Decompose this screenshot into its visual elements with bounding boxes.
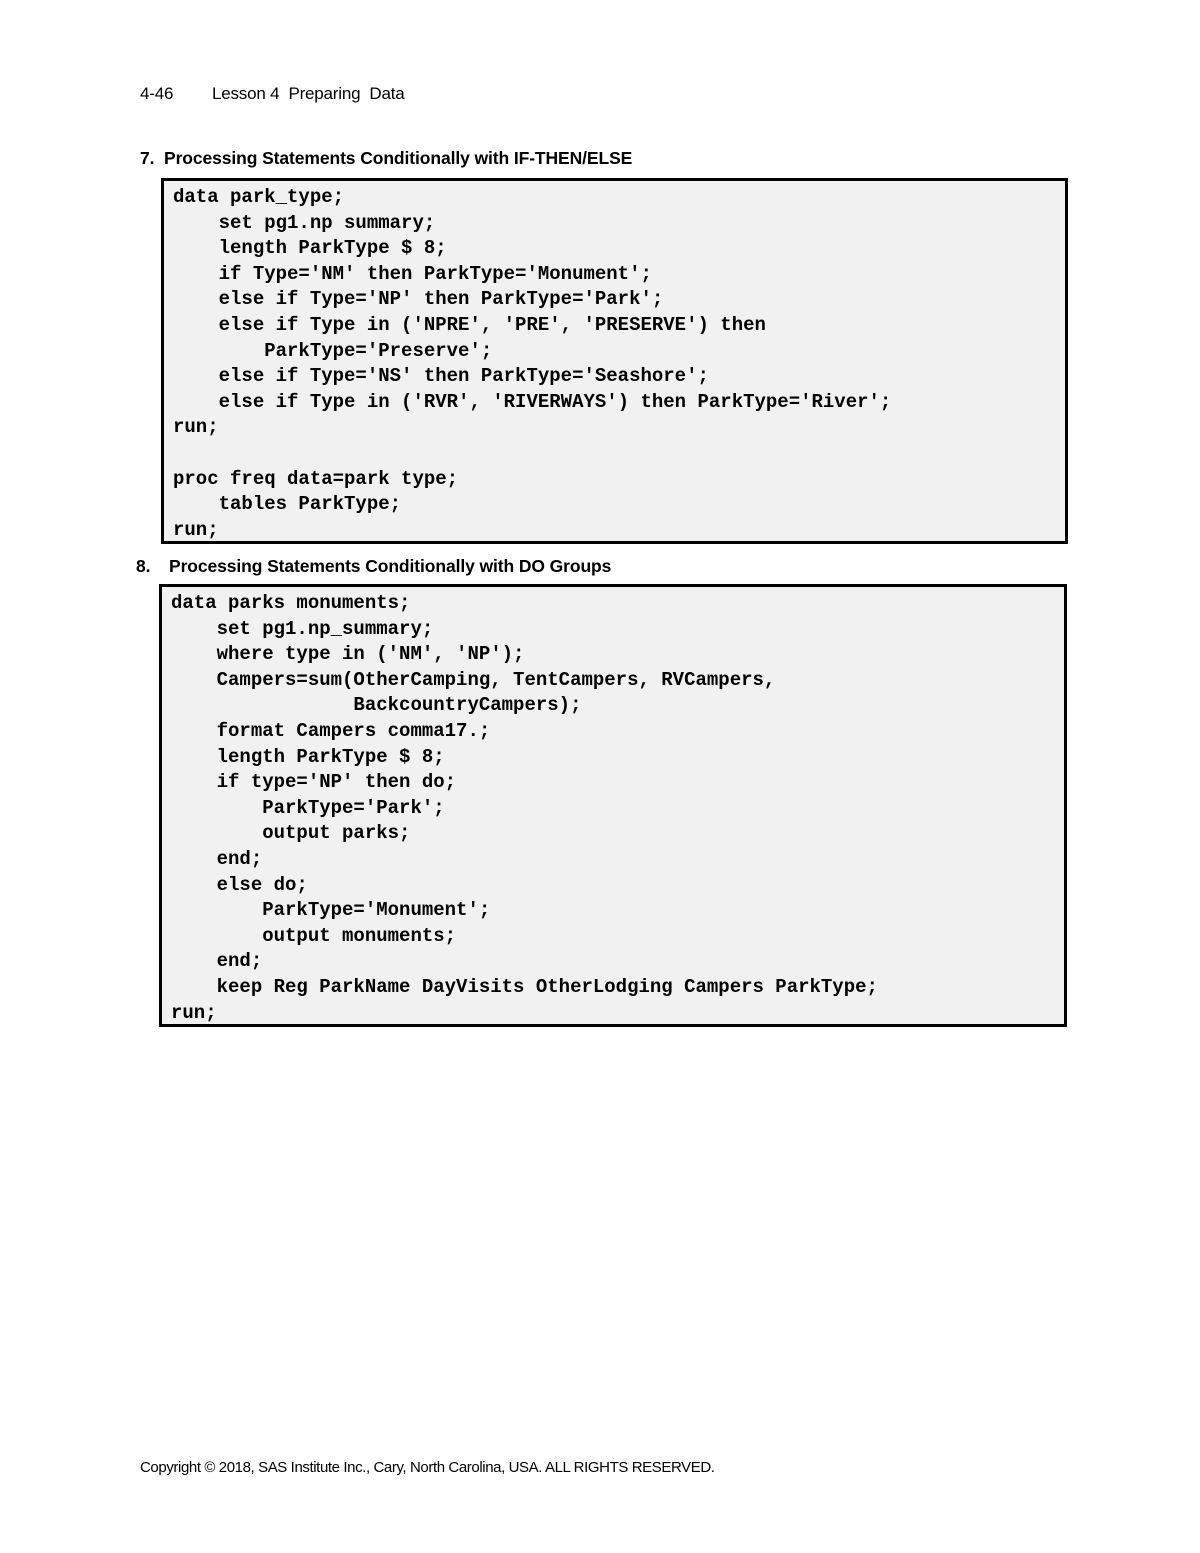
code-line: ParkType='Monument'; <box>171 899 491 922</box>
code-line: run; <box>171 1001 217 1024</box>
section-heading: Processing Statements Conditionally with IF-THEN/ELSE <box>164 148 633 168</box>
code-line: if type='NP' then do; <box>171 771 457 794</box>
code-line: run; <box>173 416 219 439</box>
code-block-do-groups <box>159 584 1067 1027</box>
lesson-title: Lesson 4 Preparing Data <box>212 84 405 103</box>
code-line: if Type='NM' then ParkType='Monument'; <box>173 262 652 285</box>
code-line <box>173 441 1057 467</box>
code-line: ParkType='Preserve'; <box>173 339 493 362</box>
page-number: 4-46 <box>140 84 174 103</box>
page-header <box>140 84 405 104</box>
code-line: where type in ('NM', 'NP'); <box>171 643 525 666</box>
section-7-title <box>140 148 632 169</box>
section-heading: Processing Statements Conditionally with DO Groups <box>169 556 612 576</box>
code-line: else if Type in ('RVR', 'RIVERWAYS') then ParkType='River'; <box>173 390 892 413</box>
code-line: else if Type='NS' then ParkType='Seashore'; <box>173 365 709 388</box>
code-line: set pg1.np_summary; <box>171 617 434 640</box>
copyright-footer: Copyright © 2018, SAS Institute Inc., Cary, North Carolina, USA. ALL RIGHTS RESERVED. <box>140 1459 715 1476</box>
code-line: run; <box>173 518 219 541</box>
code-line: else if Type='NP' then ParkType='Park'; <box>173 288 664 311</box>
section-number: 8. <box>136 556 151 576</box>
code-line: output monuments; <box>171 924 457 947</box>
section-number: 7. <box>140 148 155 168</box>
code-line: BackcountryCampers); <box>171 694 582 717</box>
code-line: Campers=sum(OtherCamping, TentCampers, RVCampers, <box>171 668 776 691</box>
code-line: else if Type in ('NPRE', 'PRE', 'PRESERVE') then <box>173 313 766 336</box>
code-line: ParkType='Park'; <box>171 796 445 819</box>
code-line: set pg1.np summary; <box>173 211 436 234</box>
code-block-if-then-else <box>161 178 1068 544</box>
code-line: tables ParkType; <box>173 493 402 516</box>
code-line: end; <box>171 847 263 870</box>
code-line: else do; <box>171 873 308 896</box>
section-8-title <box>136 556 611 577</box>
code-line: keep Reg ParkName DayVisits OtherLodging Campers ParkType; <box>171 975 878 998</box>
code-line: proc freq data=park type; <box>173 467 459 490</box>
code-line: end; <box>171 950 263 973</box>
code-line: output parks; <box>171 822 411 845</box>
code-line: length ParkType $ 8; <box>171 745 445 768</box>
code-line: format Campers comma17.; <box>171 719 491 742</box>
code-line: data park_type; <box>173 186 345 208</box>
code-line: data parks monuments; <box>171 592 411 614</box>
code-line: length ParkType $ 8; <box>173 237 447 260</box>
